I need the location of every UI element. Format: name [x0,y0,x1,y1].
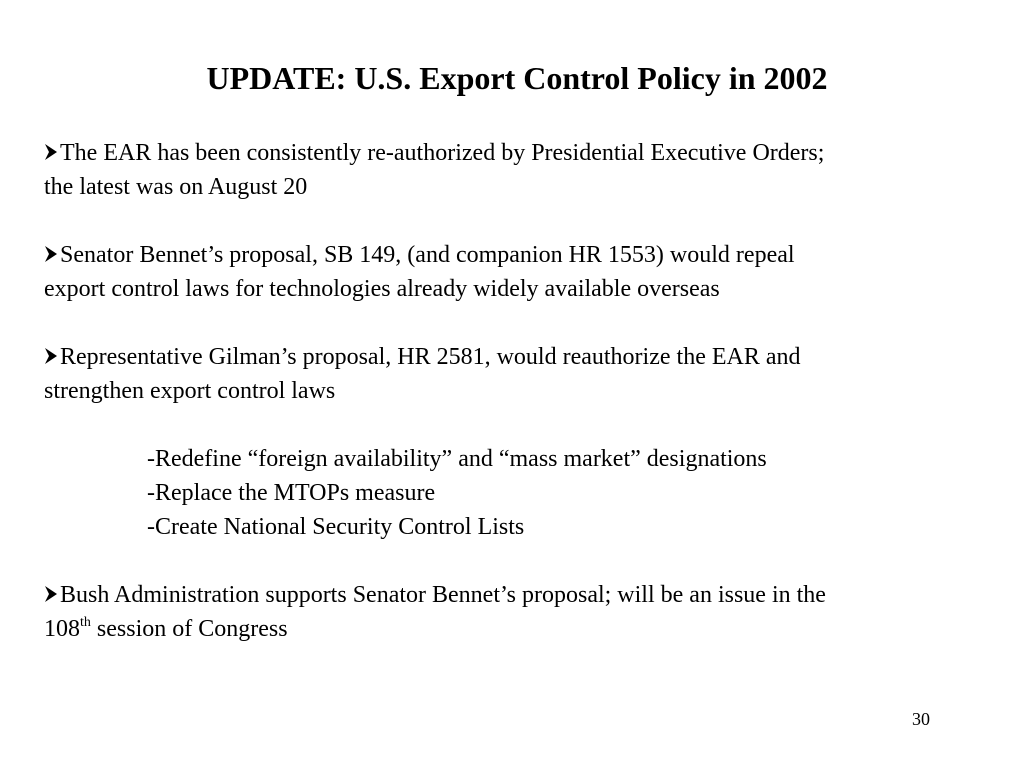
bullet-line [44,238,994,272]
arrow-bullet-icon [44,244,58,264]
bullet-line [44,340,994,374]
bullet-item [44,578,994,646]
bullet-text: Bush Administration supports Senator Bennet’s proposal; will be an issue in the [60,582,826,608]
ordinal-suffix: th [80,615,91,630]
bullet-line [44,578,994,612]
arrow-bullet-icon [44,346,58,366]
arrow-bullet-icon [44,142,58,162]
page-number: 30 [912,709,930,729]
bullet-text: session of Congress [90,616,288,642]
bullet-line [44,612,994,646]
bullet-line [44,136,994,170]
bullet-text: Senator Bennet’s proposal, SB 149, (and companion HR 1553) would repeal [60,242,795,268]
bullet-text: Representative Gilman’s proposal, HR 2581, would reauthorize the EAR and [60,344,801,370]
sub-item: -Replace the MTOPs measure [147,480,436,506]
sub-item: -Create National Security Control Lists [147,514,525,540]
bullet-line: strengthen export control laws [44,378,336,404]
ordinal-number: 108 [44,616,80,642]
bullet-item [44,340,994,408]
bullet-item [44,238,994,306]
bullet-line: export control laws for technologies already widely available overseas [44,276,720,302]
bullet-text: The EAR has been consistently re-authorized by Presidential Executive Orders; [60,140,825,166]
sub-item: -Redefine “foreign availability” and “mass market” designations [147,446,767,472]
arrow-bullet-icon [44,584,58,604]
slide-title: UPDATE: U.S. Export Control Policy in 2002 [206,60,828,96]
bullet-line: the latest was on August 20 [44,174,308,200]
bullet-item [44,136,994,204]
